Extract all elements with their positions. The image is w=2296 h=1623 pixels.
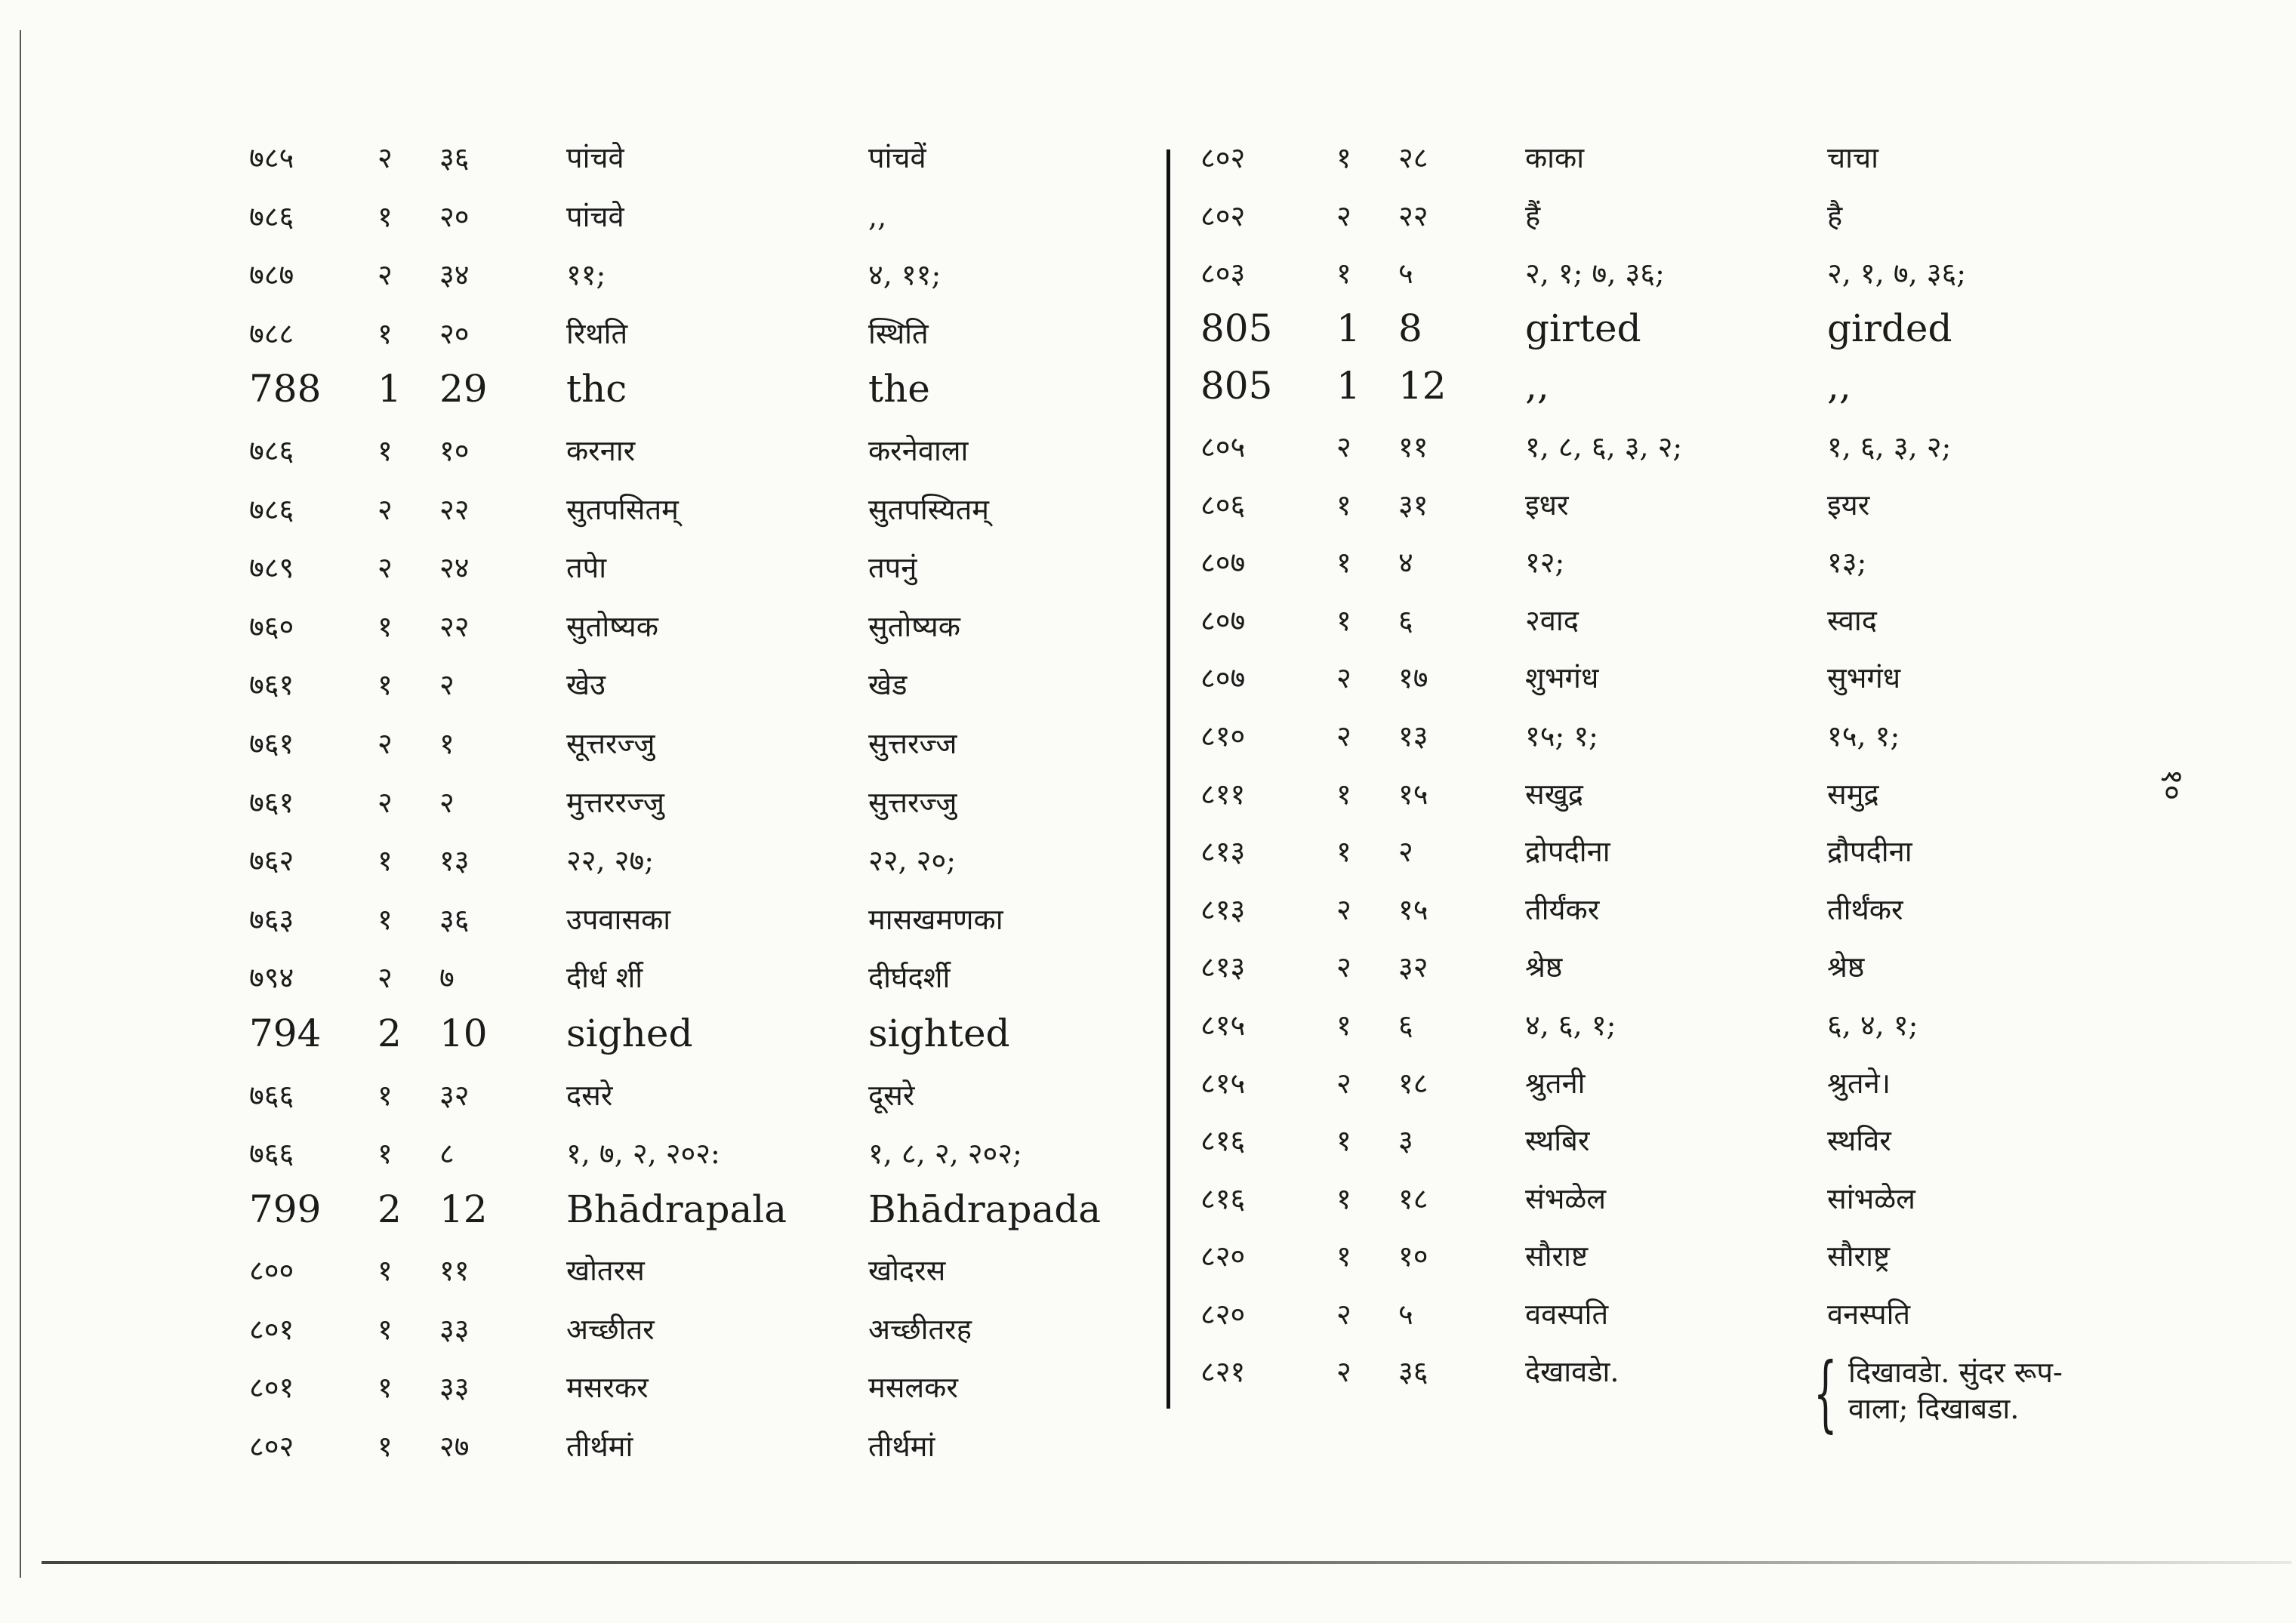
errata-row bbox=[1200, 886, 2144, 944]
page-number: ८१५ bbox=[1200, 1008, 1246, 1042]
page-number: ८१३ bbox=[1200, 892, 1246, 926]
column-number: 2 bbox=[378, 1011, 402, 1055]
line-number: १० bbox=[439, 433, 470, 467]
errata-row bbox=[1200, 365, 2144, 423]
column-number: १ bbox=[1336, 257, 1351, 291]
errata-row bbox=[1200, 250, 2144, 308]
line-number: ५ bbox=[1398, 1297, 1413, 1331]
line-number: ३४ bbox=[439, 258, 470, 292]
incorrect-text: २२, २७; bbox=[566, 844, 655, 878]
page-number: ७८७ bbox=[249, 258, 294, 292]
line-number: ३३ bbox=[439, 1371, 470, 1405]
corrected-text: पांचवें bbox=[868, 141, 926, 174]
corrected-text: ४, ११; bbox=[868, 258, 942, 292]
corrected-text: १, ६, ३, २; bbox=[1827, 430, 1952, 463]
corrected-text: तीर्थमां bbox=[868, 1430, 935, 1464]
page-number: 788 bbox=[249, 367, 322, 411]
page-number: ८०० bbox=[249, 1254, 294, 1288]
line-number: ३ bbox=[1398, 1124, 1413, 1158]
incorrect-text: इधर bbox=[1525, 488, 1569, 522]
errata-row bbox=[1200, 1175, 2144, 1233]
errata-row bbox=[249, 1130, 1155, 1189]
errata-row bbox=[249, 779, 1155, 838]
corrected-text: the bbox=[868, 367, 930, 411]
page-number: ७६१ bbox=[249, 785, 294, 819]
incorrect-text: तीर्थमां bbox=[566, 1430, 633, 1464]
line-number: २ bbox=[439, 668, 455, 702]
column-number: १ bbox=[378, 1371, 393, 1405]
line-number: २२ bbox=[1398, 199, 1428, 233]
incorrect-text: २वाद bbox=[1525, 603, 1579, 637]
corrected-text: सौराष्ट्र bbox=[1827, 1240, 1891, 1273]
line-number: 29 bbox=[439, 367, 488, 411]
page-number: ७९४ bbox=[249, 961, 294, 995]
page-number: ८०२ bbox=[1200, 141, 1246, 174]
column-number: १ bbox=[378, 1137, 393, 1171]
column-number: २ bbox=[378, 258, 393, 292]
line-number: १३ bbox=[439, 844, 470, 878]
incorrect-text: २, १; ७, ३६; bbox=[1525, 257, 1665, 291]
incorrect-text: तीर्यंकर bbox=[1525, 892, 1600, 926]
line-number: ३६ bbox=[439, 902, 470, 936]
incorrect-text: पांचवे bbox=[566, 199, 624, 233]
column-number: १ bbox=[1336, 603, 1351, 637]
page-number: ८०१ bbox=[249, 1312, 294, 1346]
errata-row bbox=[249, 837, 1155, 896]
line-number: २ bbox=[439, 785, 455, 819]
incorrect-text: हैं bbox=[1525, 199, 1541, 233]
column-number: 2 bbox=[378, 1187, 402, 1231]
incorrect-text: १, ८, ६, ३, २; bbox=[1525, 430, 1683, 463]
corrected-text: ,, bbox=[1827, 364, 1851, 408]
incorrect-text: पांचवे bbox=[566, 141, 624, 174]
incorrect-text: शुभगंध bbox=[1525, 661, 1599, 695]
page-number: ७८६ bbox=[249, 433, 294, 467]
column-number: २ bbox=[1336, 661, 1351, 695]
incorrect-text: १२; bbox=[1525, 546, 1565, 580]
errata-row bbox=[1200, 1291, 2144, 1349]
corrected-text: sighted bbox=[868, 1011, 1010, 1055]
page-rule-bottom bbox=[42, 1561, 2291, 1564]
page-number: 805 bbox=[1200, 306, 1273, 350]
column-number: २ bbox=[378, 492, 393, 526]
corrected-text: तपनुं bbox=[868, 551, 917, 585]
page-number: ७८५ bbox=[249, 141, 294, 174]
column-number: १ bbox=[378, 668, 393, 702]
errata-row bbox=[1200, 828, 2144, 886]
incorrect-text: तपेा bbox=[566, 551, 607, 585]
errata-row bbox=[249, 1423, 1155, 1482]
errata-row bbox=[1200, 597, 2144, 655]
errata-row bbox=[249, 134, 1155, 193]
errata-row bbox=[249, 1364, 1155, 1423]
corrected-text: १३; bbox=[1827, 546, 1867, 580]
incorrect-text: सूत्तरज्जु bbox=[566, 726, 655, 760]
incorrect-text: ववस्पति bbox=[1525, 1297, 1609, 1331]
line-number: ३१ bbox=[1398, 488, 1428, 522]
errata-row bbox=[249, 954, 1155, 1013]
corrected-text: इयर bbox=[1827, 488, 1870, 522]
incorrect-text: उपवासका bbox=[566, 902, 671, 936]
incorrect-text: सुतोष्यक bbox=[566, 609, 658, 643]
column-number: १ bbox=[1336, 488, 1351, 522]
page-number: ८०१ bbox=[249, 1371, 294, 1405]
corrected-text-line: दिखावडेा. सुंदर रूप- bbox=[1848, 1356, 2063, 1390]
incorrect-text: ४, ६, १; bbox=[1525, 1008, 1616, 1042]
corrected-text: सुत्तरज्ज bbox=[868, 726, 957, 760]
page-number: 799 bbox=[249, 1187, 322, 1231]
line-number: २२ bbox=[439, 609, 470, 643]
corrected-text: श्रुतने। bbox=[1827, 1066, 1891, 1100]
column-number: १ bbox=[1336, 835, 1351, 869]
line-number: २८ bbox=[1398, 141, 1428, 174]
page-number: ८०२ bbox=[1200, 199, 1246, 233]
corrected-text: मासखमणका bbox=[868, 902, 1003, 936]
column-number: १ bbox=[1336, 777, 1351, 811]
column-number: १ bbox=[378, 844, 393, 878]
corrected-text: दीर्घदर्शी bbox=[868, 961, 951, 995]
incorrect-text: १, ७, २, २०२: bbox=[566, 1137, 720, 1171]
column-number: १ bbox=[1336, 1008, 1351, 1042]
column-number: १ bbox=[378, 1254, 393, 1288]
column-number: २ bbox=[378, 726, 393, 760]
line-number: ६ bbox=[1398, 1008, 1413, 1042]
incorrect-text: काका bbox=[1525, 141, 1585, 174]
line-number: ८ bbox=[439, 1137, 455, 1171]
errata-row bbox=[249, 310, 1155, 369]
incorrect-text: रिथति bbox=[566, 316, 628, 350]
page-number: 794 bbox=[249, 1011, 322, 1055]
corrected-text: १५, १; bbox=[1827, 719, 1900, 753]
column-number: १ bbox=[378, 1078, 393, 1112]
errata-row bbox=[249, 603, 1155, 662]
page-number: ७८८ bbox=[249, 316, 294, 350]
corrected-text: girded bbox=[1827, 306, 1952, 350]
corrected-text: अच्छीतरह bbox=[868, 1312, 972, 1346]
page-number: ८०७ bbox=[1200, 661, 1246, 695]
column-number: १ bbox=[1336, 1240, 1351, 1273]
column-number: २ bbox=[378, 551, 393, 585]
incorrect-text: thc bbox=[566, 367, 627, 411]
column-number: १ bbox=[378, 902, 393, 936]
corrected-text: सुभगंध bbox=[1827, 661, 1901, 695]
page-number: ८१० bbox=[1200, 719, 1246, 753]
column-number: १ bbox=[1336, 141, 1351, 174]
errata-row bbox=[249, 251, 1155, 310]
corrected-text: २२, २०; bbox=[868, 844, 957, 878]
page-number: ८२० bbox=[1200, 1240, 1246, 1273]
line-number: १० bbox=[1398, 1240, 1428, 1273]
corrected-text: करनेवाला bbox=[868, 433, 969, 467]
line-number: ११ bbox=[439, 1254, 470, 1288]
line-number: ५ bbox=[1398, 257, 1413, 291]
errata-row bbox=[1200, 482, 2144, 540]
line-number: 8 bbox=[1398, 306, 1422, 350]
page-number: ७८६ bbox=[249, 199, 294, 233]
errata-row bbox=[249, 486, 1155, 545]
column-number: २ bbox=[1336, 430, 1351, 463]
column-number: १ bbox=[1336, 1181, 1351, 1215]
errata-row bbox=[1200, 192, 2144, 251]
corrected-text: Bhādrapada bbox=[868, 1187, 1102, 1231]
corrected-text: श्रेष्ठ bbox=[1827, 950, 1865, 984]
corrected-text: ,, bbox=[868, 199, 887, 233]
errata-column-left bbox=[249, 134, 1155, 1482]
page-number: ८१३ bbox=[1200, 835, 1246, 869]
page-number: ८०७ bbox=[1200, 546, 1246, 580]
corrected-text: तीर्थंकर bbox=[1827, 892, 1903, 926]
errata-row bbox=[249, 544, 1155, 603]
errata-row bbox=[1200, 944, 2144, 1002]
folio-number: १० bbox=[2154, 768, 2190, 801]
page-number: ८१३ bbox=[1200, 950, 1246, 984]
incorrect-text: स्थबिर bbox=[1525, 1124, 1590, 1158]
incorrect-text: द्रोपदीना bbox=[1525, 835, 1610, 869]
corrected-text: सुत्तरज्जु bbox=[868, 785, 957, 819]
line-number: २४ bbox=[439, 551, 470, 585]
errata-row bbox=[249, 1013, 1155, 1072]
line-number: ७ bbox=[439, 961, 455, 995]
page-number: ७८९ bbox=[249, 551, 294, 585]
page-rule-left bbox=[20, 30, 21, 1578]
column-number: २ bbox=[378, 785, 393, 819]
column-number: १ bbox=[1336, 1124, 1351, 1158]
errata-row bbox=[249, 896, 1155, 955]
page-number: ७६१ bbox=[249, 668, 294, 702]
line-number: 10 bbox=[439, 1011, 488, 1055]
incorrect-text: सुतपसितम् bbox=[566, 492, 679, 526]
corrected-text: खोदरस bbox=[868, 1254, 946, 1288]
page-number: ८०३ bbox=[1200, 257, 1246, 291]
page-number: ७८६ bbox=[249, 492, 294, 526]
corrected-text-line: वाला; दिखाबडा. bbox=[1848, 1392, 2020, 1426]
corrected-text: सांभळेल bbox=[1827, 1181, 1915, 1215]
errata-row bbox=[1200, 1233, 2144, 1291]
incorrect-text: देखावडेा. bbox=[1525, 1355, 1620, 1389]
page-number: ८०७ bbox=[1200, 603, 1246, 637]
errata-row bbox=[249, 427, 1155, 486]
column-number: २ bbox=[378, 141, 393, 174]
incorrect-text: अच्छीतर bbox=[566, 1312, 655, 1346]
column-number: 1 bbox=[378, 367, 402, 411]
column-number: १ bbox=[378, 1430, 393, 1464]
errata-row bbox=[249, 661, 1155, 720]
column-number: १ bbox=[1336, 546, 1351, 580]
column-number: २ bbox=[1336, 719, 1351, 753]
corrected-text: सुतपस्यितम् bbox=[868, 492, 989, 526]
corrected-text: चाचा bbox=[1827, 141, 1878, 174]
corrected-text: द्रौपदीना bbox=[1827, 835, 1912, 869]
incorrect-text: श्रेष्ठ bbox=[1525, 950, 1563, 984]
incorrect-text: मुत्तररज्जु bbox=[566, 785, 664, 819]
errata-row bbox=[249, 720, 1155, 779]
errata-row bbox=[1200, 1060, 2144, 1118]
page-number: ८०५ bbox=[1200, 430, 1246, 463]
column-number: २ bbox=[1336, 892, 1351, 926]
line-number: २२ bbox=[439, 492, 470, 526]
line-number: ११ bbox=[1398, 430, 1428, 463]
corrected-text: १, ८, २, २०२; bbox=[868, 1137, 1022, 1171]
line-number: १७ bbox=[1398, 661, 1428, 695]
corrected-text: स्वाद bbox=[1827, 603, 1877, 637]
line-number: २ bbox=[1398, 835, 1413, 869]
incorrect-text: मसरकर bbox=[566, 1371, 649, 1405]
corrected-text: मसलकर bbox=[868, 1371, 958, 1405]
errata-row bbox=[1200, 654, 2144, 713]
line-number: १३ bbox=[1398, 719, 1428, 753]
incorrect-text: १५; १; bbox=[1525, 719, 1598, 753]
line-number: ४ bbox=[1398, 546, 1413, 580]
column-number: २ bbox=[378, 961, 393, 995]
line-number: १५ bbox=[1398, 892, 1428, 926]
line-number: ६ bbox=[1398, 603, 1413, 637]
incorrect-text: संभळेल bbox=[1525, 1181, 1607, 1215]
incorrect-text: खेउ bbox=[566, 668, 606, 702]
corrected-text: २, १, ७, ३६; bbox=[1827, 257, 1967, 291]
incorrect-text: करनार bbox=[566, 433, 636, 467]
brace-mark: { bbox=[1814, 1344, 1838, 1442]
column-number: २ bbox=[1336, 1066, 1351, 1100]
page-number: ८११ bbox=[1200, 777, 1246, 811]
column-number: १ bbox=[378, 433, 393, 467]
corrected-text bbox=[1848, 1354, 2150, 1427]
line-number: १८ bbox=[1398, 1181, 1428, 1215]
incorrect-text: दीर्ध र्शी bbox=[566, 961, 643, 995]
column-number: १ bbox=[378, 199, 393, 233]
incorrect-text: खोतरस bbox=[566, 1254, 645, 1288]
page-number: ७६१ bbox=[249, 726, 294, 760]
line-number: १ bbox=[439, 726, 455, 760]
errata-column-right bbox=[1200, 134, 2144, 1442]
errata-row bbox=[249, 193, 1155, 252]
incorrect-text: Bhādrapala bbox=[566, 1187, 787, 1231]
line-number: ३६ bbox=[439, 141, 470, 174]
errata-row bbox=[1200, 134, 2144, 192]
incorrect-text: सखुद्र bbox=[1525, 777, 1583, 811]
column-number: १ bbox=[378, 1312, 393, 1346]
errata-row bbox=[1200, 1002, 2144, 1060]
column-number: २ bbox=[1336, 1355, 1351, 1389]
line-number: २० bbox=[439, 316, 470, 350]
line-number: २७ bbox=[439, 1430, 470, 1464]
corrected-text: दूसरे bbox=[868, 1078, 915, 1112]
page-number: ८२१ bbox=[1200, 1355, 1246, 1389]
line-number: ३२ bbox=[1398, 950, 1428, 984]
errata-row bbox=[249, 1306, 1155, 1365]
page-number: ७६२ bbox=[249, 844, 294, 878]
line-number: १५ bbox=[1398, 777, 1428, 811]
page-number: ७६० bbox=[249, 609, 294, 643]
errata-row bbox=[249, 1247, 1155, 1306]
line-number: १८ bbox=[1398, 1066, 1428, 1100]
line-number: 12 bbox=[439, 1187, 488, 1231]
column-number: 1 bbox=[1336, 364, 1361, 408]
incorrect-text: girted bbox=[1525, 306, 1641, 350]
column-number: 1 bbox=[1336, 306, 1361, 350]
page-number: ७६६ bbox=[249, 1078, 294, 1112]
line-number: 12 bbox=[1398, 364, 1447, 408]
errata-row bbox=[249, 368, 1155, 427]
errata-row bbox=[1200, 539, 2144, 597]
page-number: ८१५ bbox=[1200, 1066, 1246, 1100]
column-number: १ bbox=[378, 609, 393, 643]
incorrect-text: दसरे bbox=[566, 1078, 613, 1112]
page-number: ८१६ bbox=[1200, 1181, 1246, 1215]
page-number: ७६३ bbox=[249, 902, 294, 936]
incorrect-text: ११; bbox=[566, 258, 606, 292]
incorrect-text: sighed bbox=[566, 1011, 693, 1055]
corrected-text: समुद्र bbox=[1827, 777, 1879, 811]
column-divider bbox=[1166, 149, 1170, 1409]
line-number: ३३ bbox=[439, 1312, 470, 1346]
line-number: ३२ bbox=[439, 1078, 470, 1112]
page-number: ८२० bbox=[1200, 1297, 1246, 1331]
errata-row bbox=[249, 1072, 1155, 1131]
corrected-text: वनस्पति bbox=[1827, 1297, 1911, 1331]
corrected-text: सुतोष्यक bbox=[868, 609, 960, 643]
page-number: ८१६ bbox=[1200, 1124, 1246, 1158]
errata-row bbox=[1200, 1117, 2144, 1175]
errata-row bbox=[1200, 1344, 2144, 1442]
corrected-text: खेड bbox=[868, 668, 908, 702]
corrected-text: स्थिति bbox=[868, 316, 929, 350]
errata-row bbox=[1200, 771, 2144, 829]
corrected-text: स्थविर bbox=[1827, 1124, 1891, 1158]
incorrect-text: ,, bbox=[1525, 364, 1549, 408]
page-number: ८०२ bbox=[249, 1430, 294, 1464]
column-number: १ bbox=[378, 316, 393, 350]
errata-row bbox=[1200, 423, 2144, 482]
line-number: ३६ bbox=[1398, 1355, 1428, 1389]
page-number: 805 bbox=[1200, 364, 1273, 408]
corrected-text: ६, ४, १; bbox=[1827, 1008, 1918, 1042]
errata-row bbox=[249, 1189, 1155, 1248]
column-number: २ bbox=[1336, 950, 1351, 984]
page-number: ८०६ bbox=[1200, 488, 1246, 522]
column-number: २ bbox=[1336, 199, 1351, 233]
errata-row bbox=[1200, 713, 2144, 771]
line-number: २० bbox=[439, 199, 470, 233]
page-number: ७६६ bbox=[249, 1137, 294, 1171]
incorrect-text: सौराष्ट bbox=[1525, 1240, 1589, 1273]
errata-row bbox=[1200, 308, 2144, 366]
corrected-text: है bbox=[1827, 199, 1843, 233]
column-number: २ bbox=[1336, 1297, 1351, 1331]
incorrect-text: श्रुतनी bbox=[1525, 1066, 1586, 1100]
